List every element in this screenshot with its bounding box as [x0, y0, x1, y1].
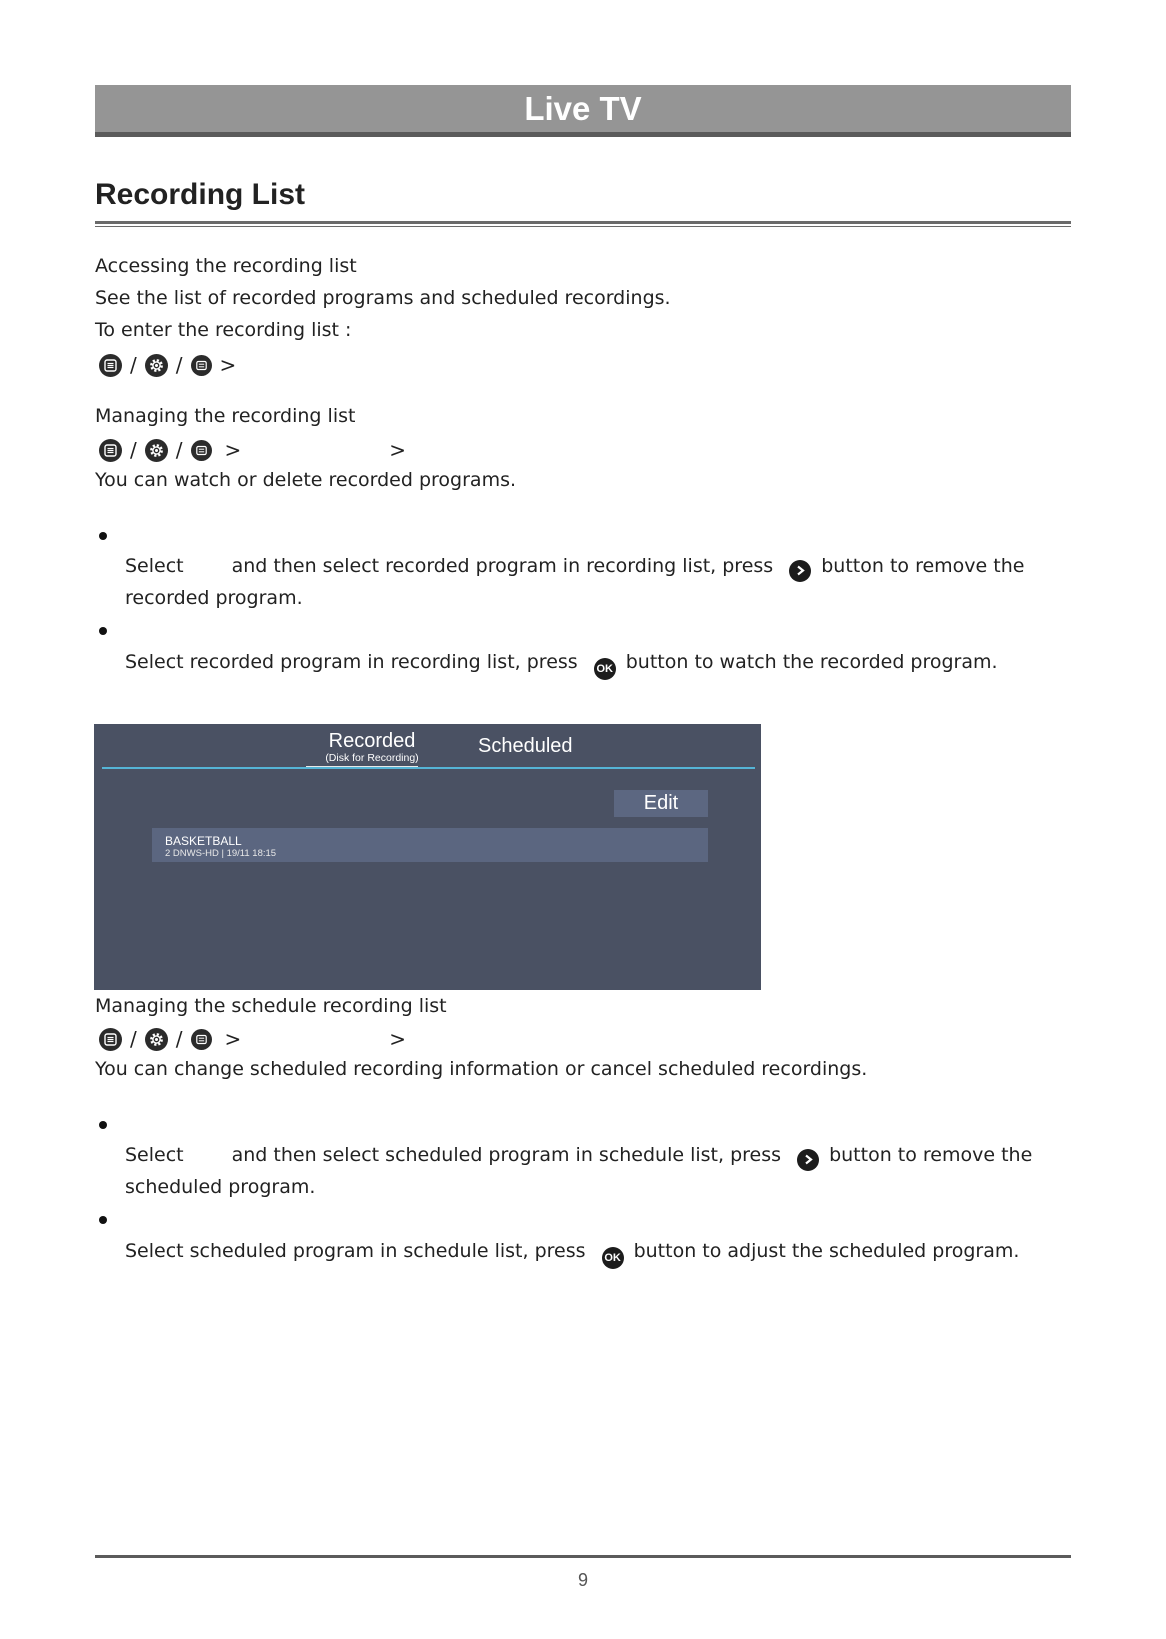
text: Select — [125, 555, 184, 577]
edit-button[interactable]: Edit — [614, 790, 708, 817]
section-rule — [95, 221, 1071, 224]
access-description: See the list of recorded programs and scheduled recordings. — [95, 287, 671, 309]
list-button-icon — [191, 1029, 212, 1050]
path-arrow: > — [224, 1027, 242, 1051]
path-arrow: > — [389, 1027, 407, 1051]
settings-gear-icon — [145, 1028, 168, 1051]
menu-button-icon — [99, 354, 122, 377]
recording-name: BASKETBALL — [165, 834, 242, 848]
tab-recorded[interactable] — [316, 730, 428, 764]
list-button-icon — [191, 355, 212, 376]
menu-button-icon — [99, 439, 122, 462]
path-separator: / — [130, 1027, 137, 1051]
recording-list-item[interactable] — [152, 828, 708, 862]
bullet — [99, 532, 107, 540]
bullet — [99, 1121, 107, 1129]
access-instruction: To enter the recording list : — [95, 319, 352, 341]
schedule-bullet1-line2: scheduled program. — [125, 1176, 316, 1198]
text: button to remove the — [821, 555, 1025, 577]
path-arrow: > — [219, 353, 237, 377]
page-number: 9 — [577, 1570, 588, 1590]
access-heading: Accessing the recording list — [95, 255, 357, 277]
manage-bullet2-text — [125, 650, 998, 680]
text: and then select recorded program in recording list, press — [231, 555, 774, 577]
tab-recorded-label: Recorded — [328, 730, 416, 752]
text: and then select scheduled program in schedule list, press — [231, 1144, 782, 1166]
manage-bullet1-text — [125, 554, 1024, 582]
path-arrow: > — [224, 438, 242, 462]
manage-heading: Managing the recording list — [95, 405, 356, 427]
nav-path-access — [99, 352, 236, 378]
manage-description: You can watch or delete recorded programs. — [95, 469, 517, 491]
manage-bullet1-line2: recorded program. — [125, 587, 303, 609]
section-title: Recording List — [95, 178, 306, 211]
settings-gear-icon — [145, 439, 168, 462]
schedule-heading: Managing the schedule recording list — [95, 995, 447, 1017]
schedule-bullet1-text — [125, 1143, 1032, 1171]
path-separator: / — [175, 353, 183, 377]
path-separator: / — [130, 438, 137, 462]
tab-recorded-sublabel: (Disk for Recording) — [325, 752, 419, 764]
chapter-banner: Live TV — [95, 85, 1071, 137]
schedule-description: You can change scheduled recording information or cancel scheduled recordings. — [95, 1058, 868, 1080]
recording-info: 2 DNWS-HD | 19/11 18:15 — [165, 848, 277, 859]
footer-rule — [95, 1555, 1071, 1558]
nav-path-manage — [99, 437, 406, 463]
text: button to remove the — [829, 1144, 1033, 1166]
path-separator: / — [175, 438, 183, 462]
text: Select — [125, 1144, 184, 1166]
tab-bar-line — [102, 767, 755, 769]
tab-scheduled[interactable]: Scheduled — [478, 735, 573, 757]
ok-button-icon: OK — [594, 658, 616, 680]
recording-list-screenshot — [94, 724, 761, 990]
text: button to watch the recorded program. — [625, 651, 998, 673]
ok-button-icon: OK — [602, 1247, 624, 1269]
text: button to adjust the scheduled program. — [633, 1240, 1020, 1262]
path-separator: / — [130, 353, 137, 377]
right-arrow-button-icon — [789, 560, 811, 582]
menu-button-icon — [99, 1028, 122, 1051]
list-button-icon — [191, 440, 212, 461]
nav-path-schedule — [99, 1026, 406, 1052]
text: Select scheduled program in schedule list, press — [125, 1240, 586, 1262]
bullet — [99, 1216, 107, 1224]
bullet — [99, 627, 107, 635]
right-arrow-button-icon — [797, 1149, 819, 1171]
schedule-bullet2-text — [125, 1239, 1019, 1269]
text: Select recorded program in recording list, press — [125, 651, 578, 673]
section-rule-thin — [95, 226, 1071, 227]
path-arrow: > — [389, 438, 407, 462]
settings-gear-icon — [145, 354, 168, 377]
path-separator: / — [175, 1027, 183, 1051]
